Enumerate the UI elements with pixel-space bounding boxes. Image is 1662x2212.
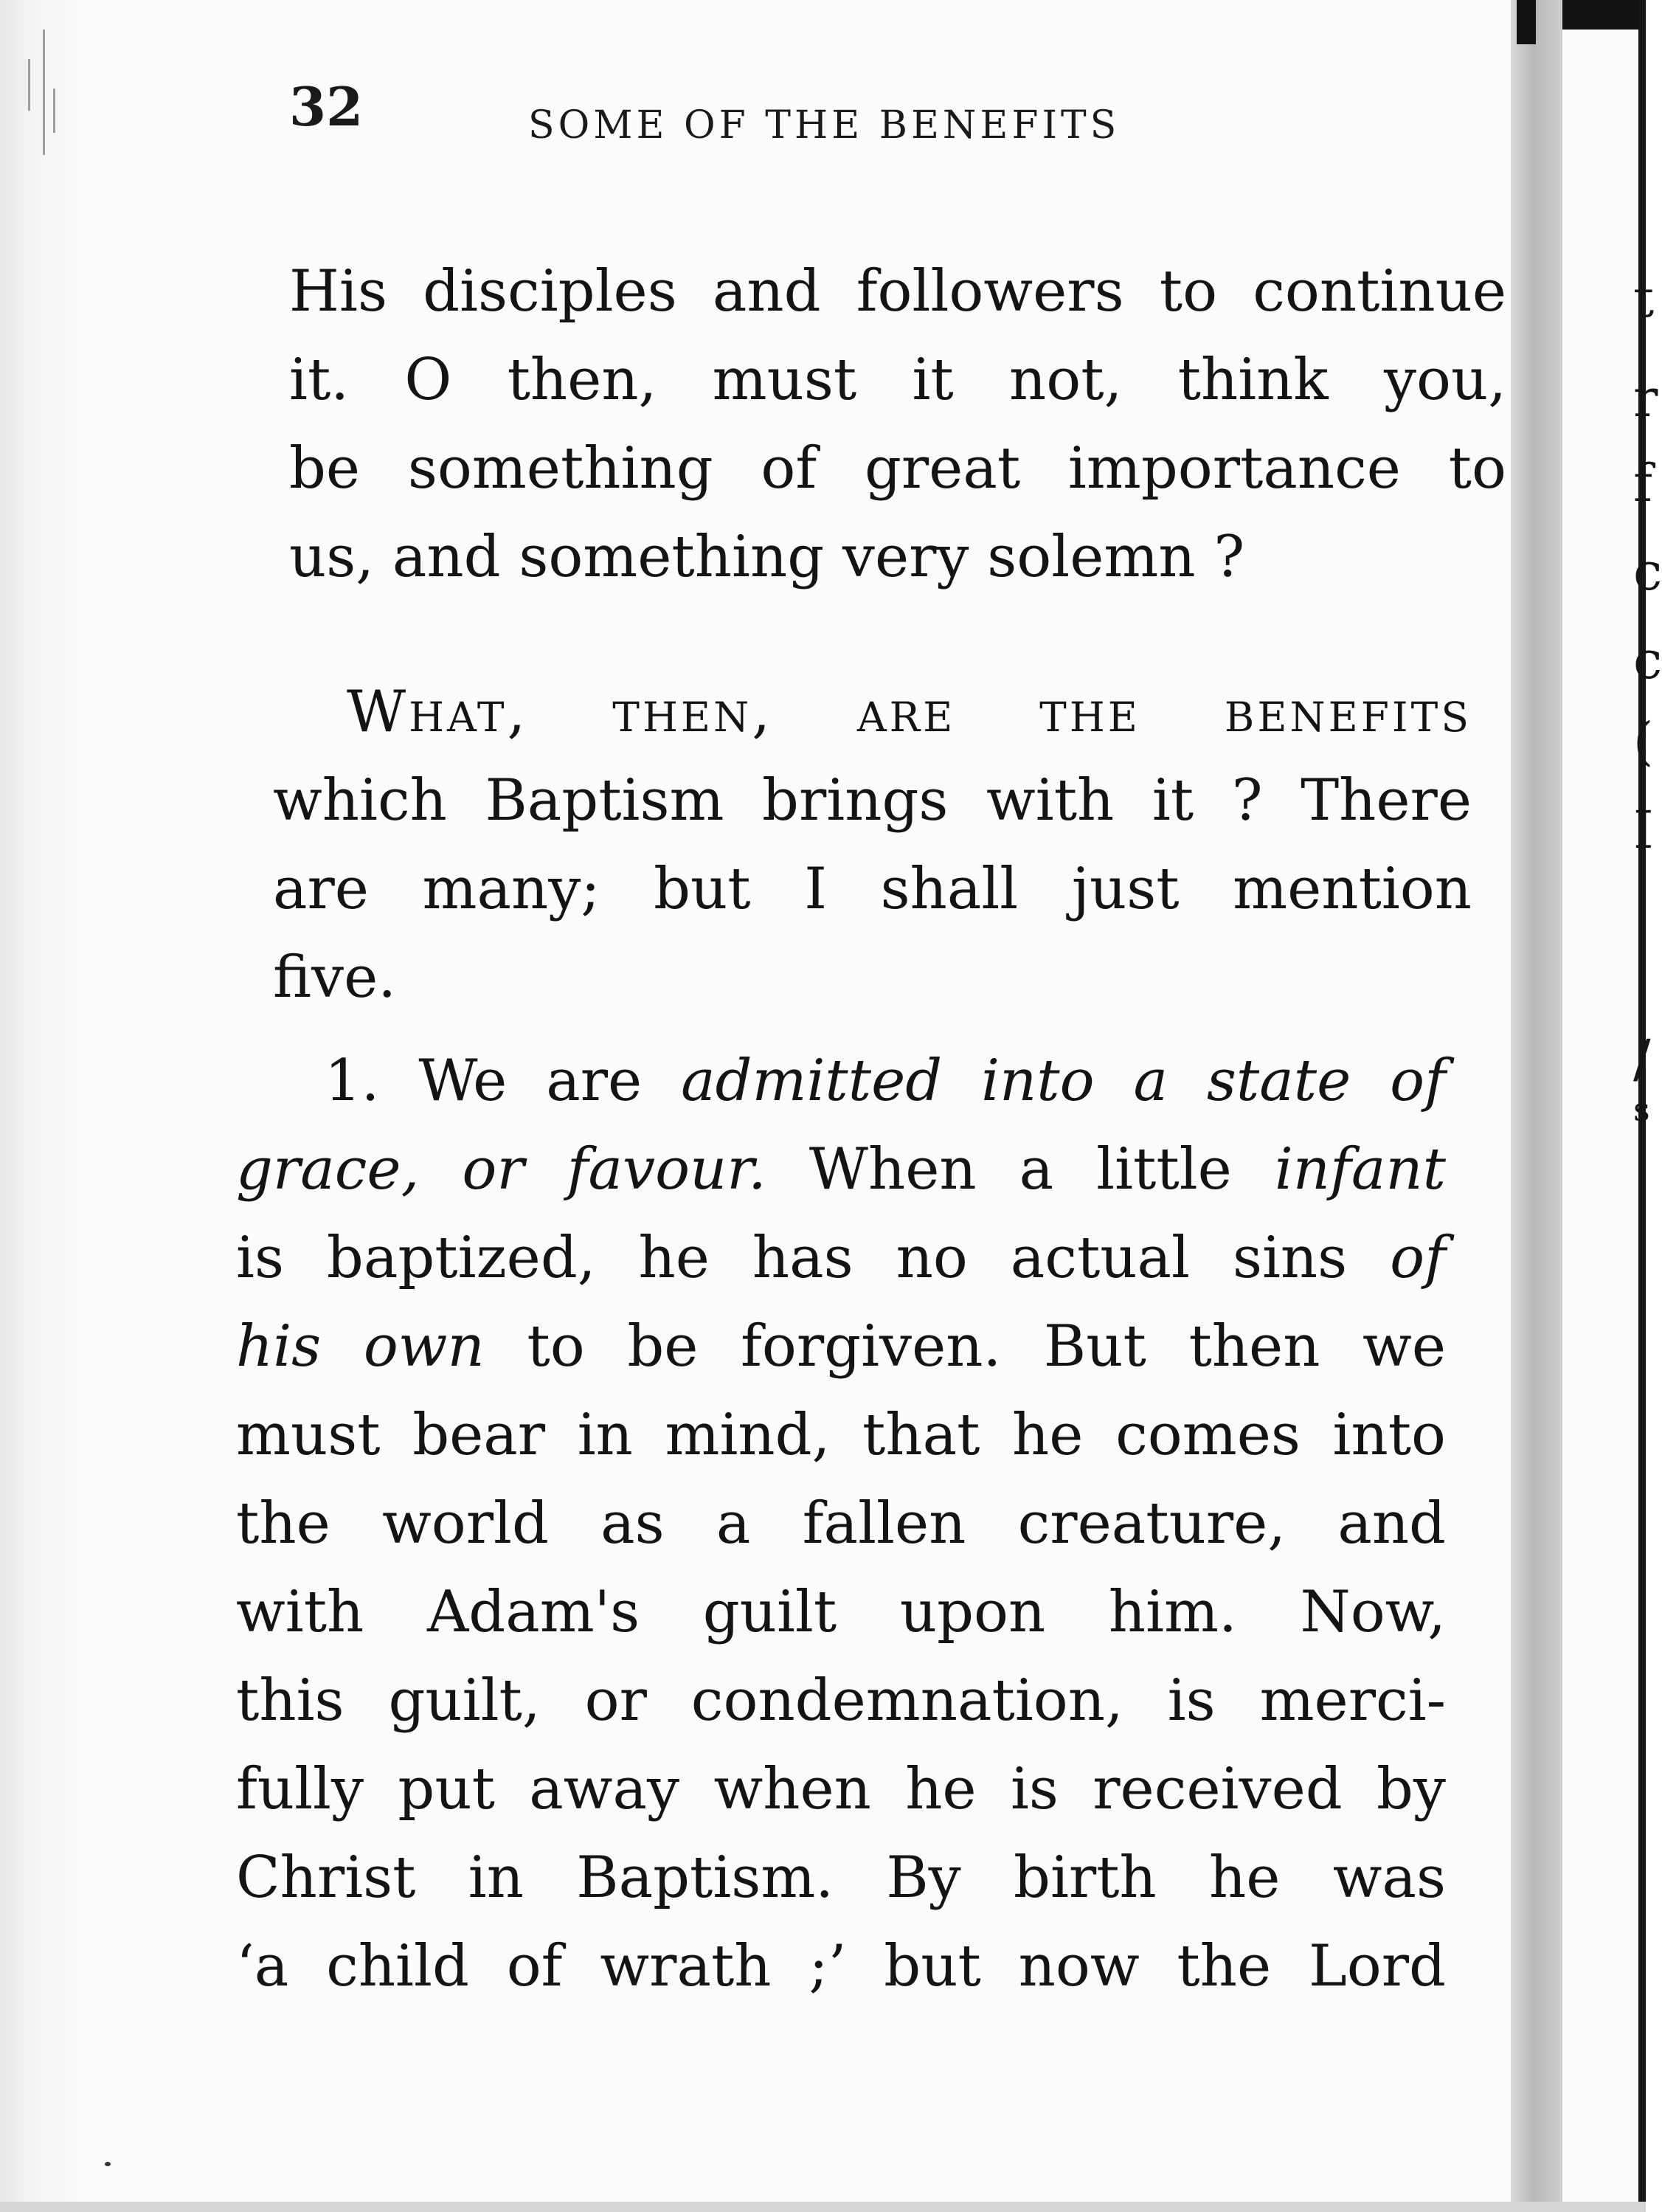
- text-segment: is baptized, he has no actual sins: [236, 1225, 1348, 1291]
- paragraph-3: [236, 1037, 1446, 2011]
- next-page-fragment: c: [1633, 542, 1662, 602]
- lead-in-smallcaps: What, then, are the benefits: [347, 679, 1472, 745]
- text-line: with Adam's guilt upon him. Now,: [236, 1579, 1446, 1645]
- scan-speck: [105, 2162, 111, 2166]
- text-line: this guilt, or condemnation, is merci-: [236, 1667, 1446, 1734]
- next-page-fragment: /: [1633, 1029, 1651, 1089]
- text-line: Christ in Baptism. By birth he was: [236, 1845, 1446, 1911]
- next-page-fragment: f: [1633, 453, 1652, 514]
- next-page-fragment: r: [1633, 368, 1658, 429]
- text-segment: to be forgiven. But then we: [527, 1313, 1446, 1380]
- text-line: ‘a child of wrath ;’ but now the Lord: [236, 1933, 1446, 2000]
- bottom-page-edge: [0, 2202, 1646, 2212]
- next-page-fragment: s: [1633, 1091, 1650, 1129]
- italic-segment: his own: [236, 1313, 485, 1380]
- edge-mark: [53, 89, 55, 133]
- text-line: which Baptism brings with it ? There: [273, 767, 1472, 834]
- text-line: [236, 1214, 1446, 1302]
- text-line: [273, 668, 1472, 756]
- text-line: the world as a fallen creature, and: [236, 1490, 1446, 1557]
- text-line: fully put away when he is received by: [236, 1756, 1446, 1822]
- running-head: SOME OF THE BENEFITS: [528, 103, 1121, 148]
- text-line: [236, 1302, 1446, 1391]
- text-line: His disciples and followers to continue: [289, 258, 1506, 325]
- next-page-fragment: c: [1633, 630, 1662, 691]
- scan-border: [1562, 0, 1646, 30]
- text-line: [236, 1037, 1446, 1125]
- edge-mark: [28, 59, 30, 111]
- left-page-edge: [0, 0, 81, 2212]
- text-line: are many; but I shall just mention: [273, 856, 1472, 922]
- text-line: be something of great importance to: [289, 435, 1506, 502]
- text-line: must bear in mind, that he comes into: [236, 1402, 1446, 1468]
- paragraph-1: [289, 247, 1506, 601]
- italic-segment: of: [1390, 1225, 1447, 1291]
- text-line: us, and something very solemn ?: [289, 524, 1245, 590]
- italic-segment: infant: [1274, 1136, 1446, 1203]
- list-number: 1.: [325, 1048, 380, 1114]
- gutter-shadow: [1517, 0, 1536, 44]
- text-line: five.: [273, 944, 397, 1011]
- next-page-fragment: (: [1633, 711, 1654, 772]
- page-number: 32: [289, 75, 364, 138]
- next-page-fragment: I: [1633, 800, 1654, 860]
- italic-segment: grace, or favour.: [236, 1136, 766, 1203]
- text-segment: We are: [418, 1048, 643, 1114]
- next-page-fragment: t: [1633, 269, 1655, 329]
- book-gutter: [1511, 0, 1562, 2212]
- next-page-edge: [1562, 0, 1662, 2212]
- text-segment: When a little: [809, 1136, 1232, 1203]
- paragraph-2: [273, 668, 1472, 1022]
- text-line: [236, 1125, 1446, 1214]
- text-line: it. O then, must it not, think you,: [289, 347, 1506, 413]
- edge-mark: [43, 30, 45, 155]
- italic-segment: admitted into a state of: [681, 1048, 1446, 1114]
